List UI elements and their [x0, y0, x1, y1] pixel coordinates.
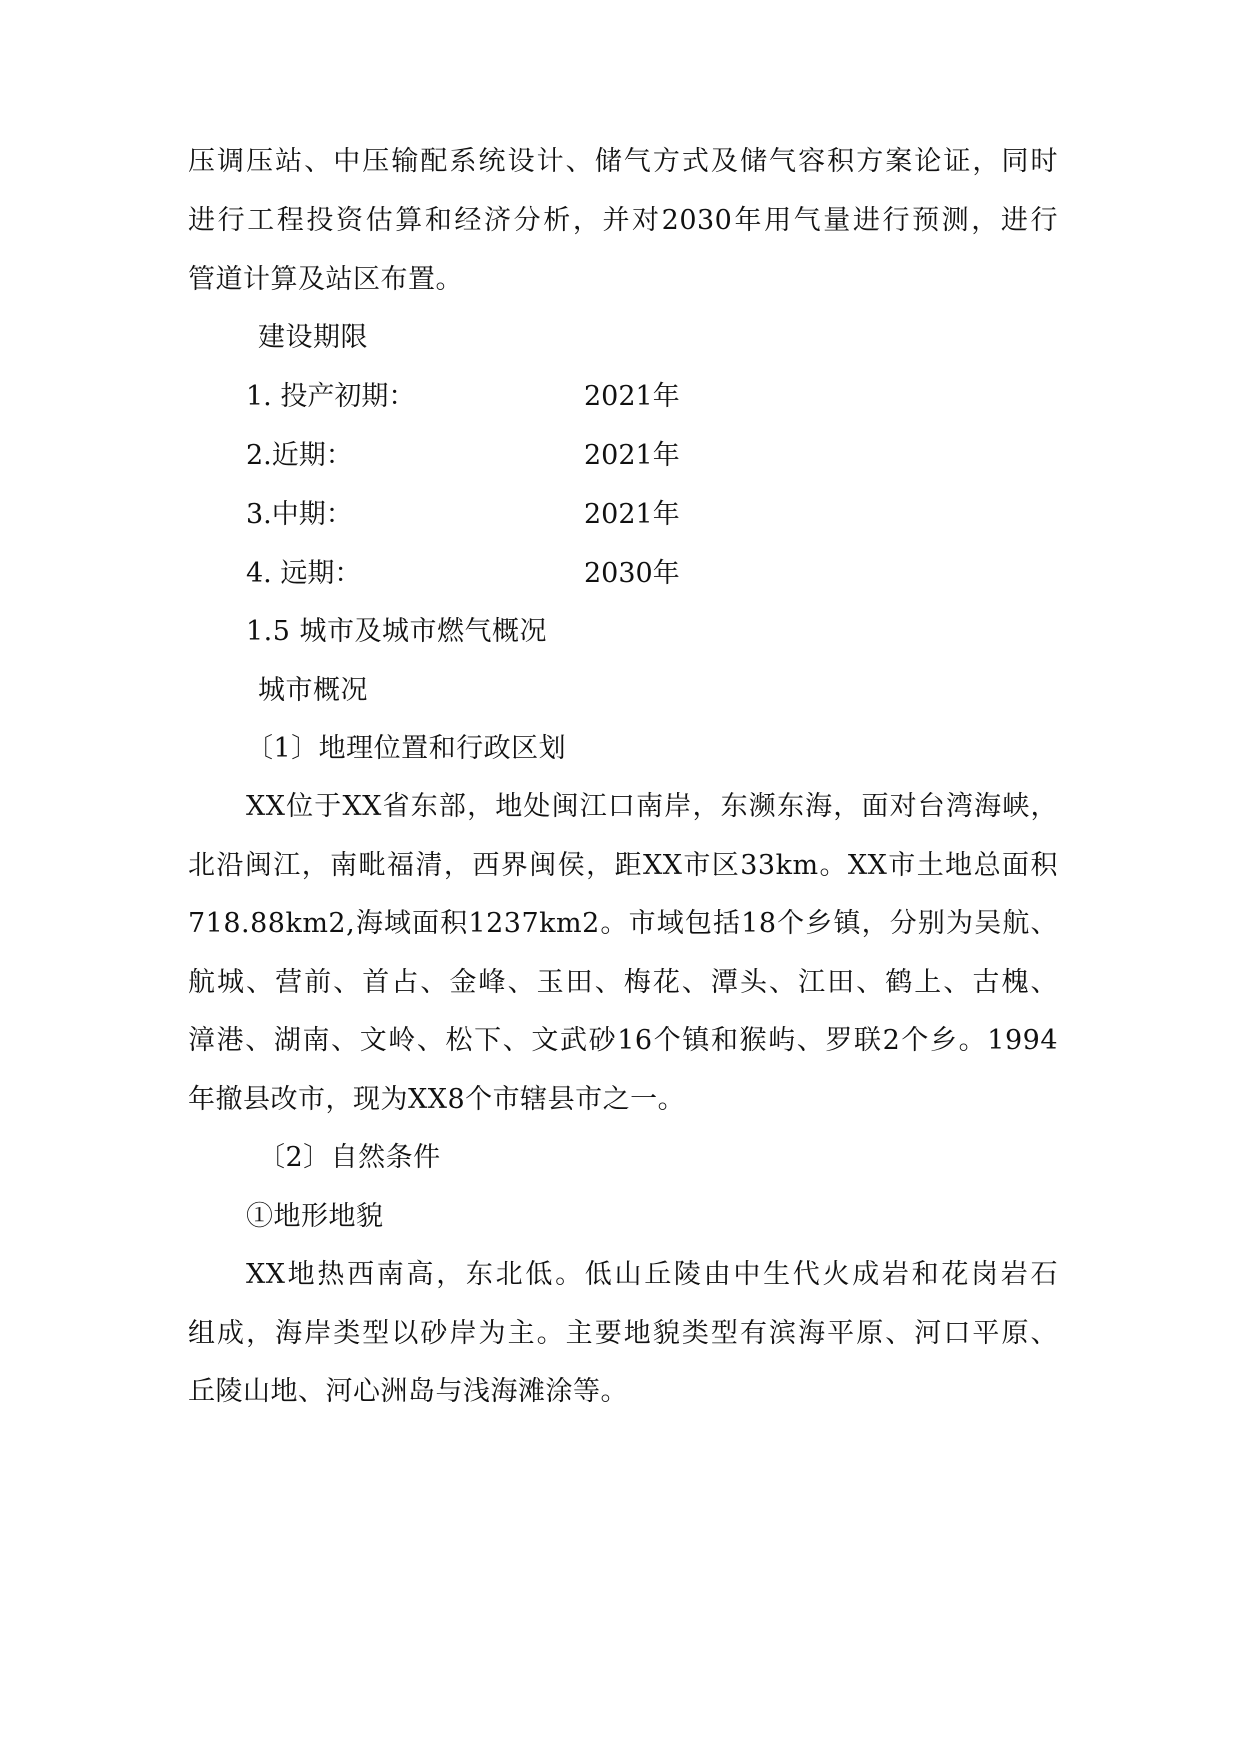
- period-value: 2021年: [584, 499, 680, 530]
- intro-line: 管道计算及站区布置。: [188, 264, 463, 295]
- geo-line: XX位于XX省东部，地处闽江口南岸，东濒东海，面对台湾海峡，: [246, 791, 1058, 822]
- geo-line: 718.88km2,海域面积1237km2。市域包括18个乡镇，分别为吴航、: [188, 908, 1058, 939]
- period-label: 2.近期：: [246, 440, 353, 471]
- geo-line: 年撤县改市，现为XX8个市辖县市之一。: [188, 1084, 686, 1115]
- geo-line: 北沿闽江，南毗福清，西界闽侯，距XX市区33km。XX市土地总面积: [188, 850, 1058, 881]
- terrain-heading: ①地形地貌: [246, 1201, 384, 1232]
- terrain-line: XX地热西南高，东北低。低山丘陵由中生代火成岩和花岗岩石: [246, 1259, 1058, 1290]
- section-heading: 1.5 城市及城市燃气概况: [246, 616, 548, 647]
- geo-line: 漳港、湖南、文岭、松下、文武砂16个镇和猴屿、罗联2个乡。1994: [188, 1025, 1058, 1056]
- period-label: 1. 投产初期：: [246, 381, 416, 412]
- construction-period-heading: 建设期限: [258, 322, 368, 353]
- period-label: 4. 远期：: [246, 558, 362, 589]
- period-value: 2021年: [584, 440, 680, 471]
- terrain-line: 组成，海岸类型以砂岸为主。主要地貌类型有滨海平原、河口平原、: [188, 1318, 1058, 1349]
- period-value: 2021年: [584, 381, 680, 412]
- intro-line: 压调压站、中压输配系统设计、储气方式及储气容积方案论证，同时: [188, 146, 1058, 177]
- period-label: 3.中期：: [246, 499, 353, 530]
- subsection-heading-natural-conditions: 〔2〕自然条件: [258, 1142, 441, 1173]
- subsection-heading-geography: 〔1〕地理位置和行政区划: [246, 733, 567, 764]
- period-value: 2030年: [584, 558, 680, 589]
- terrain-line: 丘陵山地、河心洲岛与浅海滩涂等。: [188, 1376, 628, 1407]
- city-overview-heading: 城市概况: [258, 675, 368, 706]
- geo-line: 航城、营前、首占、金峰、玉田、梅花、潭头、江田、鹤上、古槐、: [188, 967, 1058, 998]
- intro-line: 进行工程投资估算和经济分析，并对2030年用气量进行预测，进行: [188, 205, 1058, 236]
